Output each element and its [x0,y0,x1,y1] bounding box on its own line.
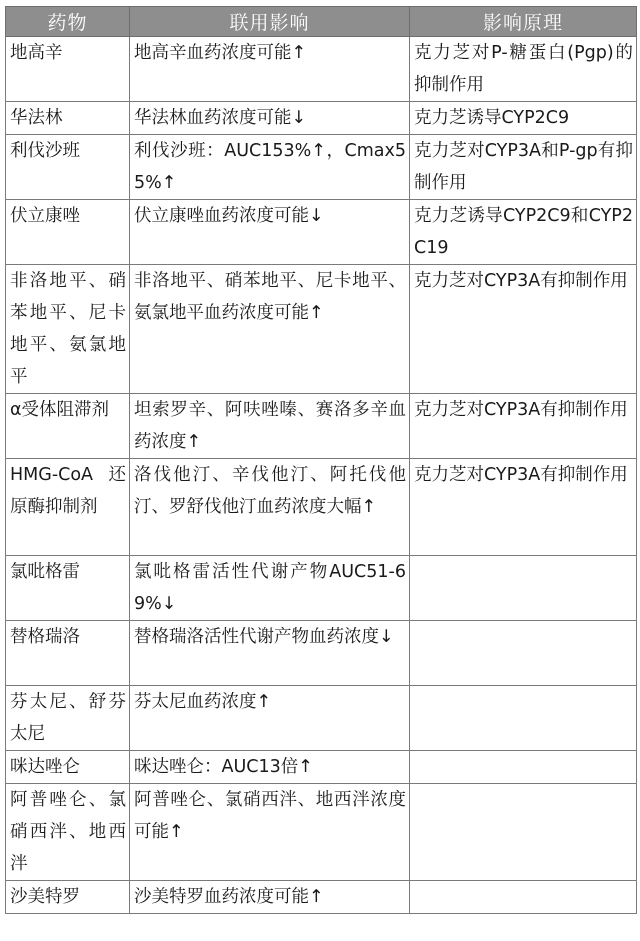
mechanism-cell [410,881,637,914]
drug-cell: 利伐沙班 [6,135,130,200]
effect-cell: 洛伐他汀、辛伐他汀、阿托伐他汀、罗舒伐他汀血药浓度大幅↑ [130,459,410,556]
drug-cell: 沙美特罗 [6,881,130,914]
table-row [6,556,637,621]
effect-cell: 芬太尼血药浓度↑ [130,686,410,751]
drug-cell: 阿普唑仑、氯硝西泮、地西泮 [6,784,130,881]
effect-cell: 地高辛血药浓度可能↑ [130,37,410,102]
effect-cell: 非洛地平、硝苯地平、尼卡地平、氨氯地平血药浓度可能↑ [130,265,410,394]
table-row [6,394,637,459]
mechanism-cell: 克力芝对CYP3A有抑制作用 [410,459,637,556]
mechanism-cell [410,751,637,784]
effect-cell: 伏立康唑血药浓度可能↓ [130,200,410,265]
table-row [6,135,637,200]
drug-cell: 华法林 [6,102,130,135]
header-drug: 药物 [6,7,130,37]
table-row [6,621,637,686]
table-row [6,784,637,881]
drug-cell: α受体阻滞剂 [6,394,130,459]
effect-cell: 坦索罗辛、阿呋唑嗪、赛洛多辛血药浓度↑ [130,394,410,459]
effect-cell: 咪达唑仑：AUC13倍↑ [130,751,410,784]
drug-cell: 氯吡格雷 [6,556,130,621]
table-row [6,751,637,784]
effect-cell: 华法林血药浓度可能↓ [130,102,410,135]
table-row [6,459,637,556]
mechanism-cell [410,686,637,751]
effect-cell: 利伐沙班：AUC153%↑，Cmax55%↑ [130,135,410,200]
table-row [6,37,637,102]
drug-cell: 非洛地平、硝苯地平、尼卡地平、氨氯地平 [6,265,130,394]
mechanism-cell [410,784,637,881]
mechanism-cell: 克力芝对P-糖蛋白(Pgp)的抑制作用 [410,37,637,102]
header-mechanism: 影响原理 [410,7,637,37]
table-row [6,102,637,135]
mechanism-cell: 克力芝诱导CYP2C9和CYP2C19 [410,200,637,265]
drug-cell: 替格瑞洛 [6,621,130,686]
drug-cell: 伏立康唑 [6,200,130,265]
drug-cell: 咪达唑仑 [6,751,130,784]
table-row [6,686,637,751]
drug-cell: HMG-CoA还原酶抑制剂 [6,459,130,556]
table-row [6,881,637,914]
mechanism-cell: 克力芝对CYP3A和P-gp有抑制作用 [410,135,637,200]
effect-cell: 阿普唑仑、氯硝西泮、地西泮浓度可能↑ [130,784,410,881]
drug-cell: 芬太尼、舒芬太尼 [6,686,130,751]
mechanism-cell [410,621,637,686]
mechanism-cell [410,556,637,621]
table-row [6,265,637,394]
effect-cell: 沙美特罗血药浓度可能↑ [130,881,410,914]
table-row [6,200,637,265]
effect-cell: 氯吡格雷活性代谢产物AUC51-69%↓ [130,556,410,621]
effect-cell: 替格瑞洛活性代谢产物血药浓度↓ [130,621,410,686]
mechanism-cell: 克力芝诱导CYP2C9 [410,102,637,135]
mechanism-cell: 克力芝对CYP3A有抑制作用 [410,265,637,394]
header-row [6,7,637,37]
header-effect: 联用影响 [130,7,410,37]
drug-interaction-table [5,6,637,914]
mechanism-cell: 克力芝对CYP3A有抑制作用 [410,394,637,459]
drug-cell: 地高辛 [6,37,130,102]
